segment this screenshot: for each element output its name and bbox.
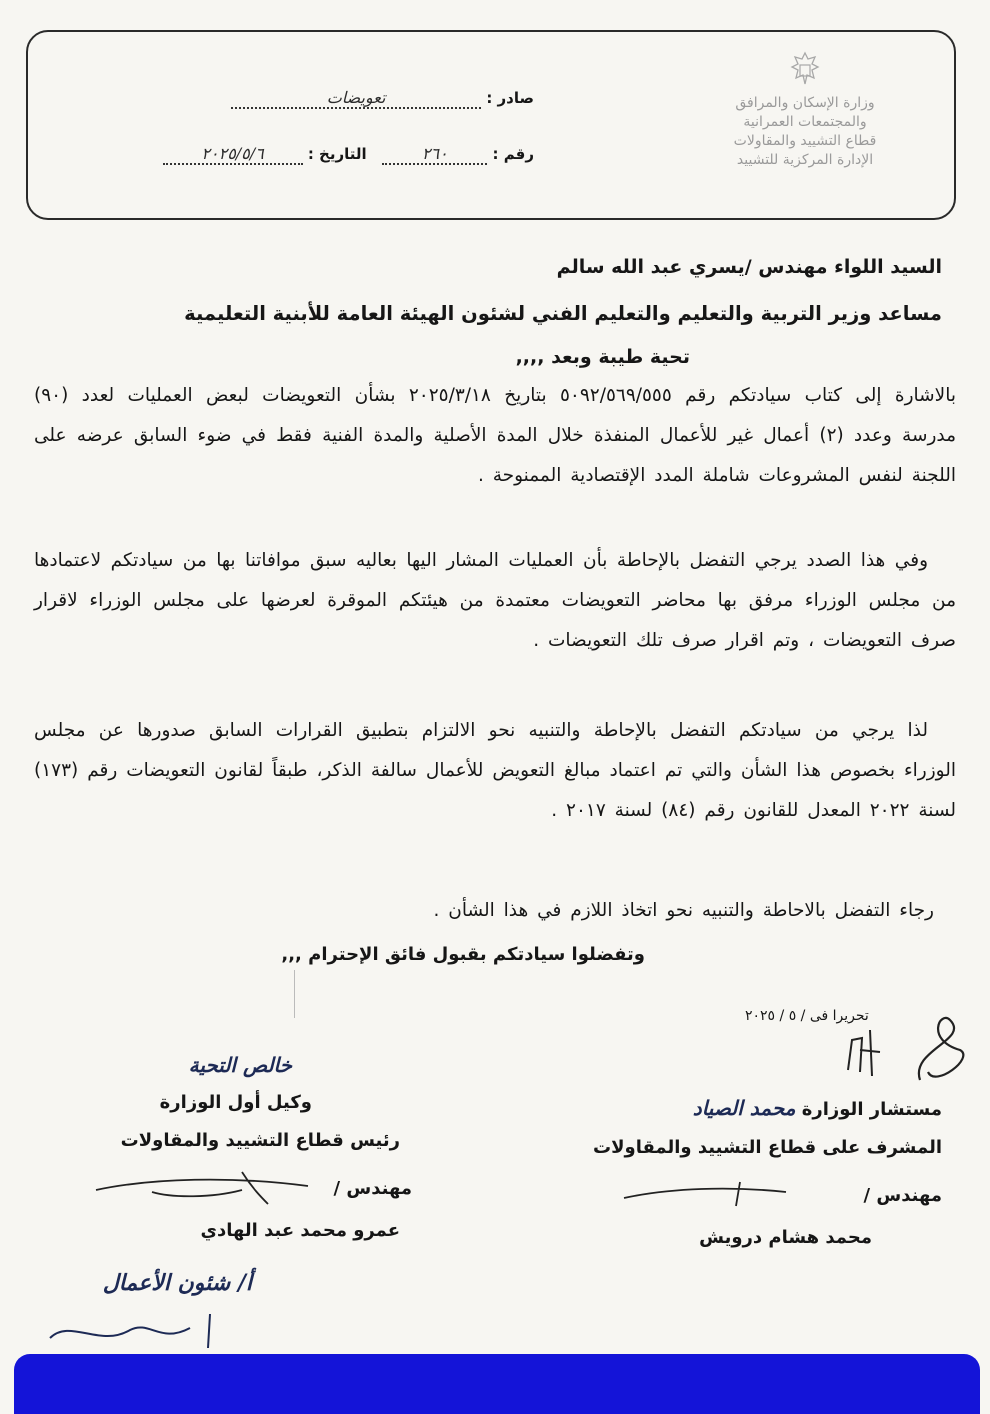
right-signature-block [593,1093,942,1253]
right-sig-engineer: مهندس / [863,1185,942,1206]
number-value: ٢٦٠ [421,144,448,163]
left-sig-engineer: مهندس / [333,1178,412,1199]
greeting: تحية طيبة وبعد ,,,, [515,346,690,368]
divider-line [294,970,295,1018]
paragraph-2: وفي هذا الصدد يرجي التفضل بالإحاطة بأن العمليات المشار اليها بعاليه سبق موافاتنا بها من سيادتكم لاعتمادها من مجلس الوزراء مرفق بها محاضر التعويضات معتمدة من هيئتكم الموقرة لعرضها على مجلس الوزراء لاقرار صرف التعويضات ، وتم اقرار صرف تلك التعويضات . [34,550,956,651]
addressee-title: مساعد وزير التربية والتعليم والتعليم الفني لشئون الهيئة العامة للأبنية التعليمية [184,302,942,325]
issued-row [231,88,534,109]
bottom-handwriting-scribble-icon [40,1308,240,1352]
ministry-line-2: والمجتمعات العمرانية [743,114,867,130]
paragraph-3: لذا يرجي من سيادتكم التفضل بالإحاطة والتنبيه نحو الالتزام بتطبيق القرارات السابق صدورها عن مجلس الوزراء بخصوص هذا الشأن والتي تم اعتماد مبالغ التعويض للأعمال سالفة الذكر، طبقاً لقانون التعويضات رقم (١٧٣) لسنة ٢٠٢٢ المعدل للقانون رقم (٨٤) لسنة ٢٠١٧ . [34,720,956,821]
right-sig-title-1: مستشار الوزارة [801,1099,942,1120]
addressee-name: السيد اللواء مهندس /يسري عبد الله سالم [556,256,942,278]
date-written: تحريرا فى / ٥ / ٢٠٢٥ [745,1008,869,1024]
right-sig-title-2: المشرف على قطاع التشييد والمقاولات [593,1137,942,1158]
left-sig-name: عمرو محمد عبد الهادي [200,1220,400,1241]
date-label: التاريخ : [307,145,367,163]
right-sig-name: محمد هشام درويش [699,1227,872,1248]
letterhead-box [26,30,956,220]
ministry-line-3: قطاع التشييد والمقاولات [733,133,877,149]
ministry-line-4: الإدارة المركزية للتشييد [736,152,874,168]
paragraph-4: رجاء التفضل بالاحاطة والتنبيه نحو اتخاذ اللازم في هذا الشأن . [433,900,934,921]
initials-scribble-icon [840,1010,980,1090]
left-sig-handwriting-top: خالص التحية [188,1053,292,1077]
ministry-letterhead [670,50,940,170]
bottom-blue-bar [14,1354,980,1414]
number-date-row [163,144,534,165]
ministry-line-1: وزارة الإسكان والمرافق [735,95,875,111]
paragraph-1: بالاشارة إلى كتاب سيادتكم رقم ٥٠٩٢/٥٦٩/٥٥٥ بتاريخ ٢٠٢٥/٣/١٨ بشأن التعويضات لبعض العمليات لعدد (٩٠) مدرسة وعدد (٢) أعمال غير للأعمال المنفذة خلال المدة الأصلية والمدة الفنية فقط في ضوء السابق عرضه على اللجنة لنفس المشروعات شاملة المدد الإقتصادية الممنوحة . [34,385,957,486]
date-value: ٢٠٢٥/٥/٦ [201,144,264,163]
issued-value: تعويضات [326,88,386,107]
left-signature-scribble-icon [92,1168,312,1208]
right-signature-scribble-icon [620,1178,790,1208]
left-sig-title-2: رئيس قطاع التشييد والمقاولات [120,1130,400,1151]
left-sig-handwriting-bottom: أ/ شئون الأعمال [102,1270,252,1296]
closing-line: وتفضلوا سيادتكم بقبول فائق الإحترام ,,, [281,944,645,965]
left-sig-title-1: وكيل أول الوزارة [159,1092,312,1113]
right-sig-handwriting: محمد الصياد [692,1096,796,1120]
eagle-emblem-icon [788,50,822,90]
issued-label: صادر : [486,89,534,107]
number-label: رقم : [492,145,534,163]
